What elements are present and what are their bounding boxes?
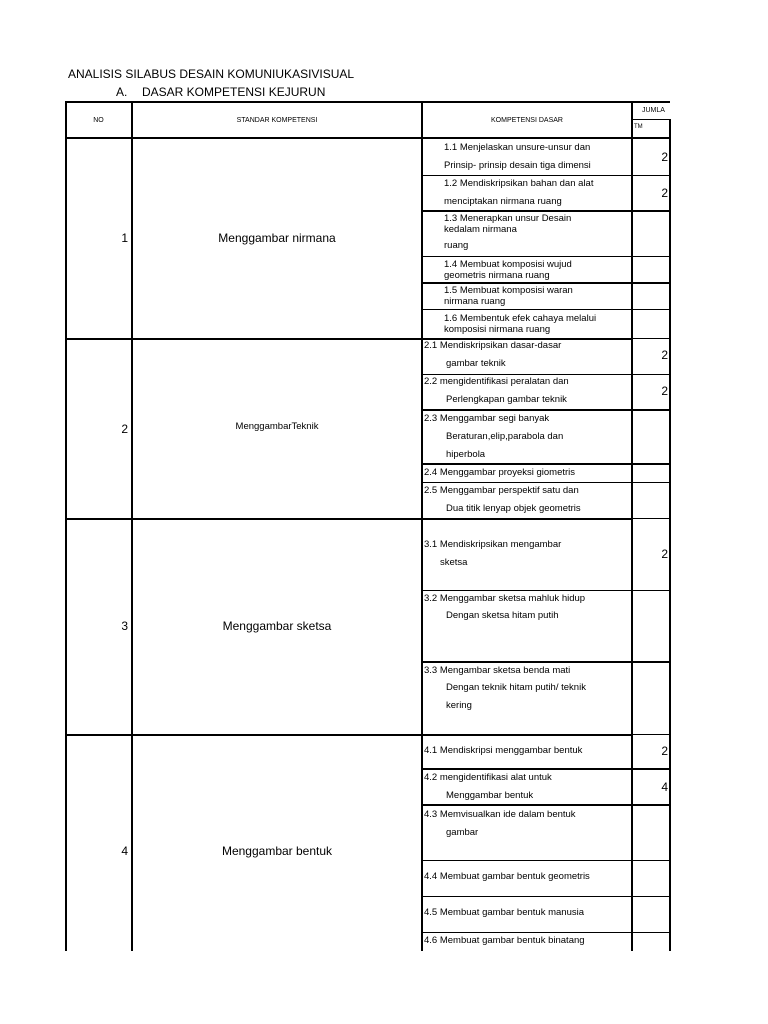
kompetensi-line: 3.2 Menggambar sketsa mahluk hidup bbox=[424, 593, 586, 604]
kompetensi-line: Prinsip- prinsip desain tiga dimensi bbox=[444, 160, 591, 171]
kompetensi-line: geometris nirmana ruang bbox=[444, 270, 550, 281]
row-number: 1 bbox=[121, 231, 128, 245]
row-divider bbox=[422, 860, 670, 861]
row-divider bbox=[422, 282, 670, 284]
kompetensi-line: 2.1 Mendiskripsikan dasar-dasar bbox=[424, 340, 562, 351]
kompetensi-line: 4.4 Membuat gambar bentuk geometris bbox=[424, 871, 590, 882]
standar-kompetensi-cell: MenggambarTeknik bbox=[235, 421, 319, 432]
section-divider-3 bbox=[66, 734, 632, 736]
kompetensi-line: menciptakan nirmana ruang bbox=[444, 196, 562, 207]
table-left-border bbox=[65, 101, 67, 951]
kompetensi-line: 1.2 Mendiskripsikan bahan dan alat bbox=[444, 178, 594, 189]
table-top-border bbox=[66, 101, 670, 103]
kompetensi-line: Dengan teknik hitam putih/ teknik bbox=[446, 682, 586, 693]
row-divider bbox=[632, 518, 670, 519]
kompetensi-line: 1.6 Membentuk efek cahaya melalui bbox=[444, 313, 597, 324]
kompetensi-line: gambar bbox=[446, 827, 479, 838]
kompetensi-line: 3.1 Mendiskripsikan mengambar bbox=[424, 539, 562, 550]
header-tm: TM bbox=[634, 124, 643, 130]
tm-value: 2 bbox=[661, 547, 668, 561]
kompetensi-line: 2.2 mengidentifikasi peralatan dan bbox=[424, 376, 569, 387]
header-jumlah: JUMLA bbox=[642, 107, 665, 114]
kompetensi-line: Dengan sketsa hitam putih bbox=[446, 610, 559, 621]
document-title: ANALISIS SILABUS DESAIN KOMUNIUKASIVISUAL bbox=[68, 67, 355, 81]
section-heading bbox=[116, 85, 325, 99]
kompetensi-line: 3.3 Mengambar sketsa benda mati bbox=[424, 665, 571, 676]
kompetensi-line: kedalam nirmana bbox=[444, 224, 517, 235]
tm-value: 2 bbox=[661, 348, 668, 362]
kompetensi-line: komposisi nirmana ruang bbox=[444, 324, 551, 335]
col-divider-standar bbox=[421, 101, 423, 951]
section-divider-2 bbox=[66, 518, 632, 520]
tm-value: 4 bbox=[661, 780, 668, 794]
kompetensi-line: 4.6 Membuat gambar bentuk binatang bbox=[424, 935, 585, 946]
kompetensi-line: 2.4 Menggambar proyeksi giometris bbox=[424, 467, 576, 478]
kompetensi-line: 1.3 Menerapkan unsur Desain bbox=[444, 213, 572, 224]
row-divider bbox=[632, 338, 670, 339]
kompetensi-line: Beraturan,elip,parabola dan bbox=[446, 431, 564, 442]
header-standar-kompetensi: STANDAR KOMPETENSI bbox=[236, 117, 318, 124]
tm-value: 2 bbox=[661, 744, 668, 758]
tm-value: 2 bbox=[661, 150, 668, 164]
kompetensi-line: 1.1 Menjelaskan unsure-unsur dan bbox=[444, 142, 591, 153]
kompetensi-line: 4.3 Memvisualkan ide dalam bentuk bbox=[424, 809, 576, 820]
kompetensi-line: 4.1 Mendiskripsi menggambar bentuk bbox=[424, 745, 583, 756]
kompetensi-line: gambar teknik bbox=[446, 358, 506, 369]
kompetensi-line: 2.3 Menggambar segi banyak bbox=[424, 413, 550, 424]
col-divider-no bbox=[131, 101, 133, 951]
tm-value: 2 bbox=[661, 186, 668, 200]
kompetensi-line: hiperbola bbox=[446, 449, 486, 460]
row-number: 4 bbox=[121, 844, 128, 858]
section-heading-text: DASAR KOMPETENSI KEJURUN bbox=[142, 85, 326, 99]
kompetensi-line: 4.2 mengidentifikasi alat untuk bbox=[424, 772, 552, 783]
standar-kompetensi-cell: Menggambar sketsa bbox=[222, 619, 332, 633]
col-right-border bbox=[669, 119, 671, 951]
kompetensi-line: 1.4 Membuat komposisi wujud bbox=[444, 259, 572, 270]
row-number: 3 bbox=[121, 619, 128, 633]
tm-value: 2 bbox=[661, 384, 668, 398]
kompetensi-line: Dua titik lenyap objek geometris bbox=[446, 503, 581, 514]
kompetensi-line: 4.5 Membuat gambar bentuk manusia bbox=[424, 907, 585, 918]
section-letter: A. bbox=[116, 85, 128, 99]
kompetensi-line: ruang bbox=[444, 240, 469, 251]
row-divider bbox=[422, 309, 670, 310]
row-divider bbox=[422, 896, 670, 897]
kompetensi-line: kering bbox=[446, 700, 472, 711]
kompetensi-line: Perlengkapan gambar teknik bbox=[446, 394, 567, 405]
kompetensi-line: 2.5 Menggambar perspektif satu dan bbox=[424, 485, 579, 496]
col-divider-kompetensi bbox=[631, 101, 633, 951]
kompetensi-line: sketsa bbox=[440, 557, 468, 568]
jumlah-divider bbox=[632, 119, 670, 120]
standar-kompetensi-cell: Menggambar nirmana bbox=[218, 231, 336, 245]
kompetensi-line: 1.5 Membuat komposisi waran bbox=[444, 285, 573, 296]
header-kompetensi-dasar: KOMPETENSI DASAR bbox=[491, 117, 563, 124]
kompetensi-line: Menggambar bentuk bbox=[446, 790, 534, 801]
row-divider bbox=[422, 256, 670, 257]
row-number: 2 bbox=[121, 422, 128, 436]
standar-kompetensi-cell: Menggambar bentuk bbox=[221, 844, 333, 858]
row-divider bbox=[632, 734, 670, 735]
kompetensi-line: nirmana ruang bbox=[444, 296, 506, 307]
header-no: NO bbox=[93, 117, 104, 124]
